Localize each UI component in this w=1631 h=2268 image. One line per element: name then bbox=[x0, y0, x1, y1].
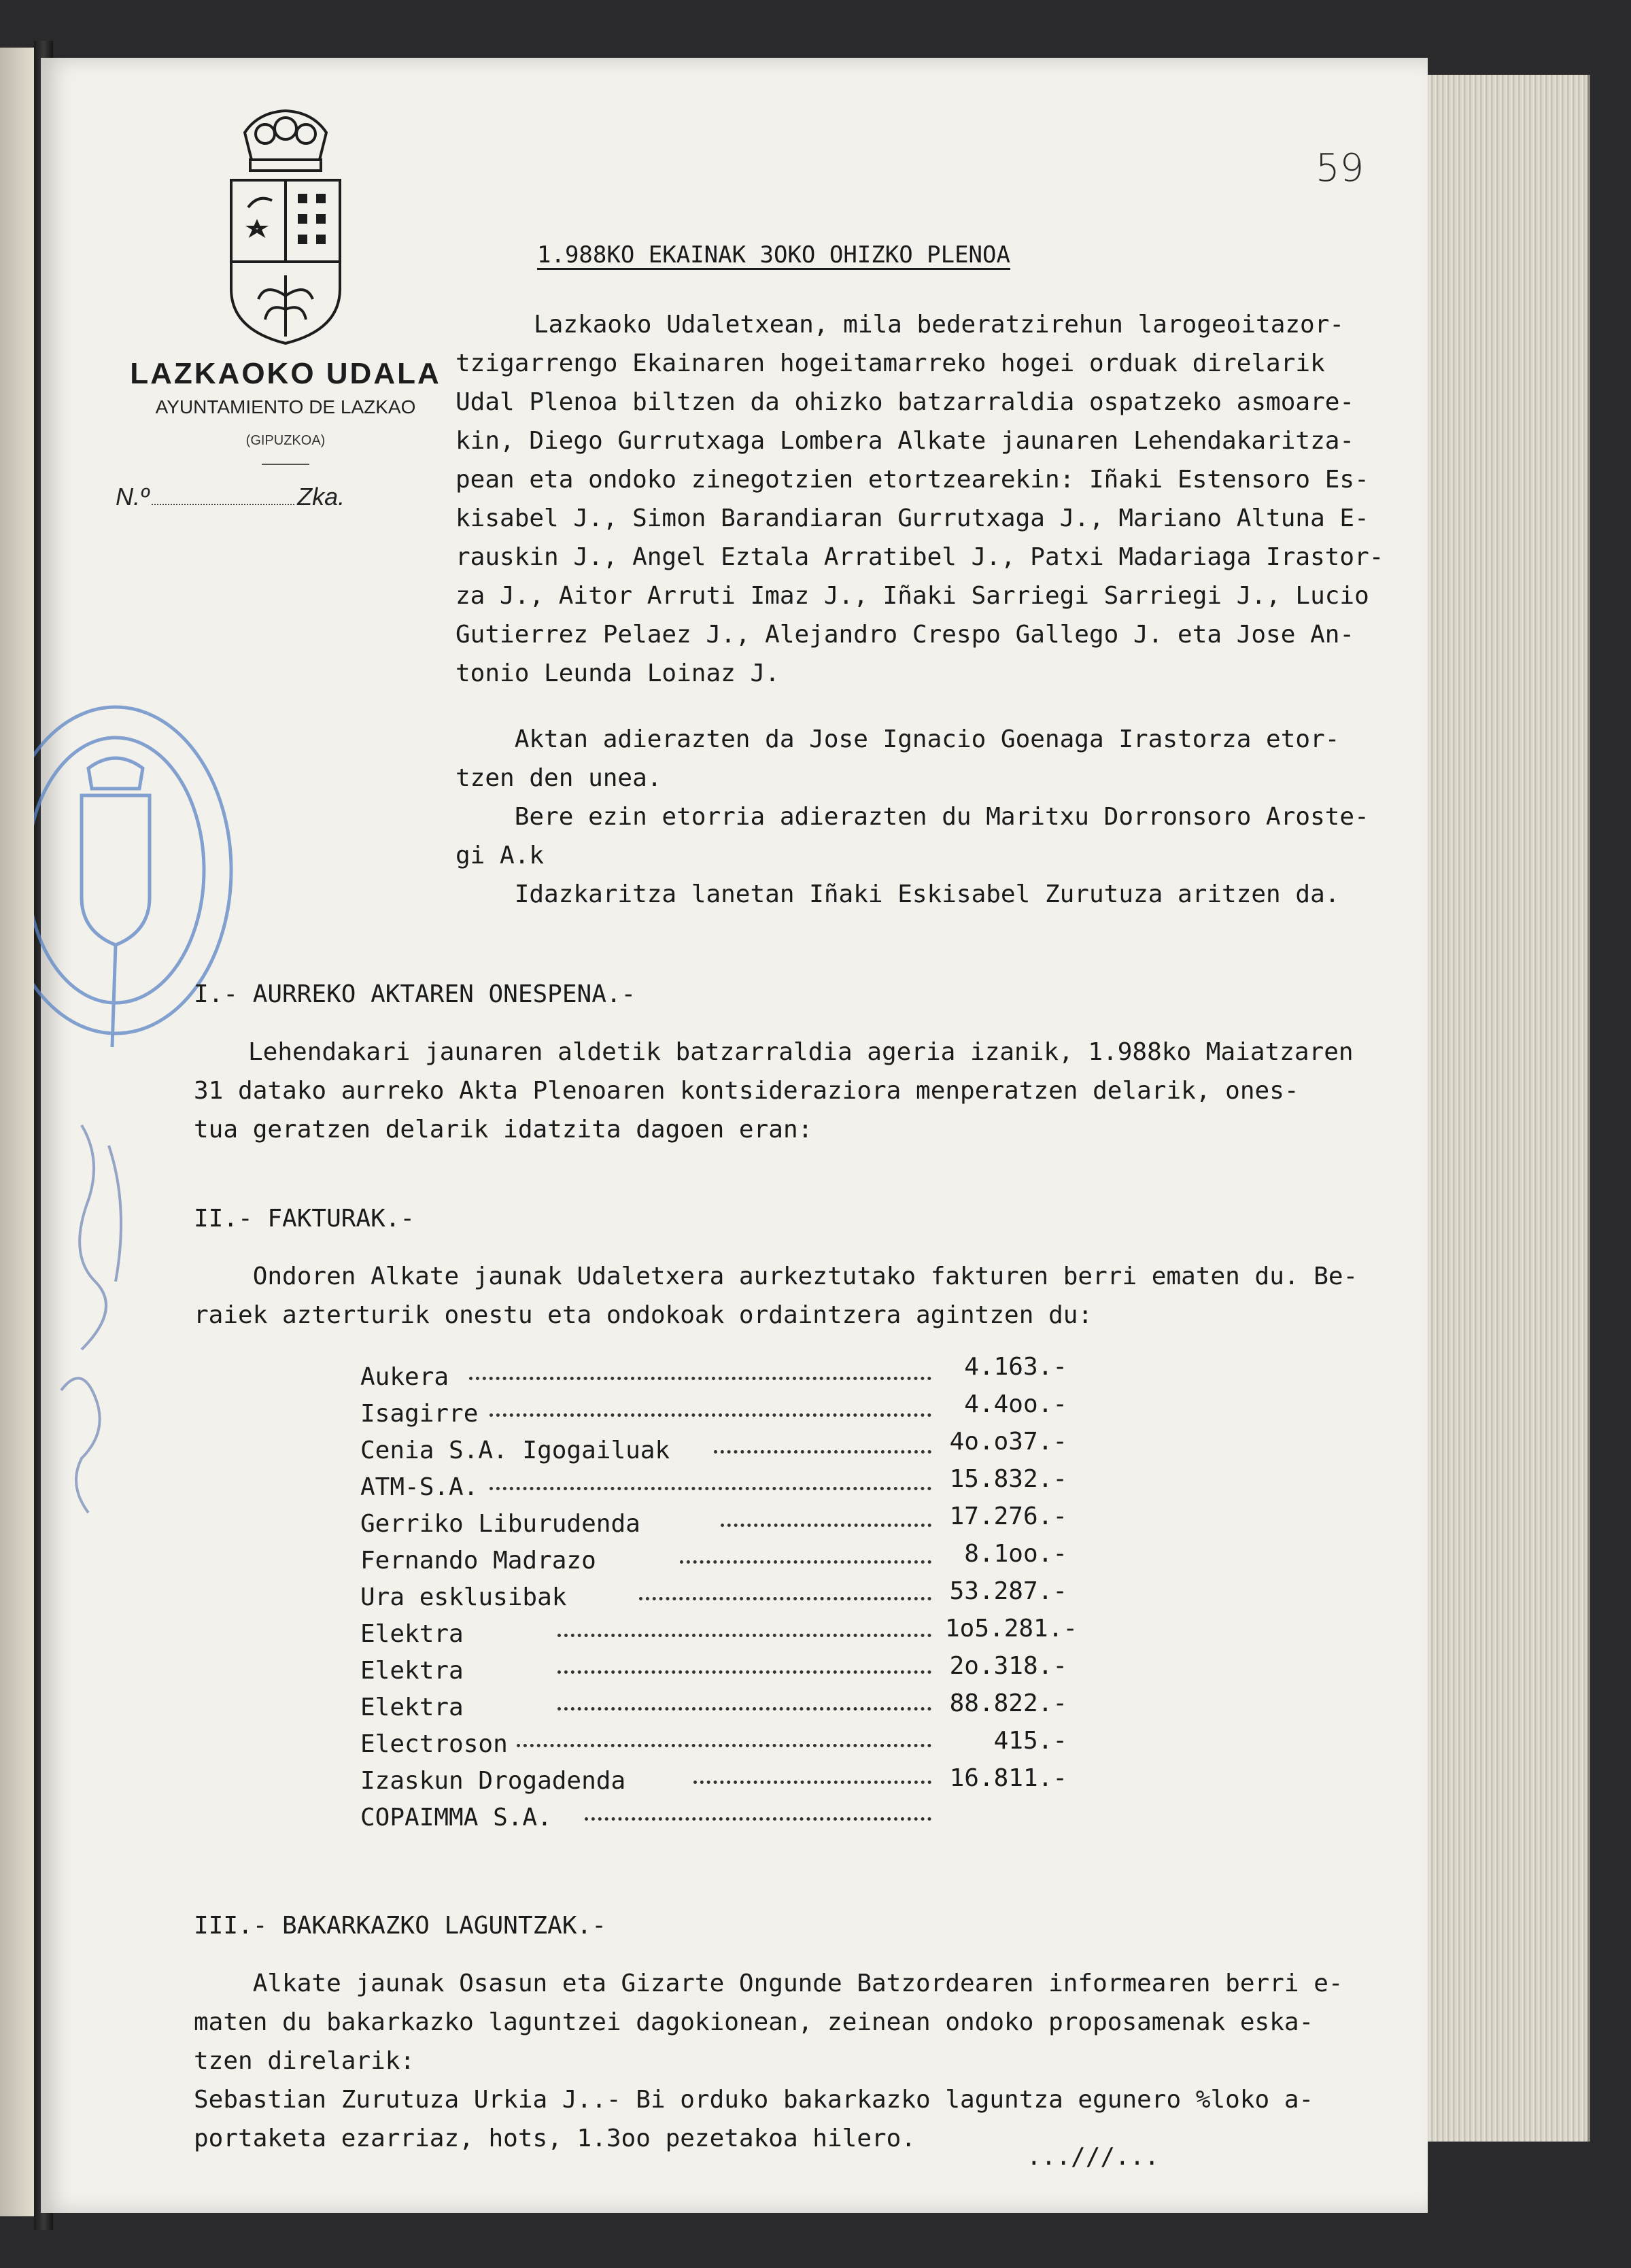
dot-leader bbox=[469, 1374, 931, 1380]
previous-page-edge bbox=[0, 48, 37, 2216]
text-line: portaketa ezarriaz, hots, 1.3oo pezetakoa hilero. bbox=[194, 2125, 916, 2152]
document-title: 1.988KO EKAINAK 3OKO OHIZKO PLENOA bbox=[537, 241, 1010, 269]
invoice-amount: 415.- bbox=[993, 1727, 1067, 1755]
text-line: Ondoren Alkate jaunak Udaletxera aurkeztutako fakturen berri ematen du. Be- bbox=[194, 1262, 1358, 1290]
dot-leader bbox=[557, 1668, 931, 1674]
dot-leader bbox=[557, 1704, 931, 1711]
dot-leader bbox=[517, 1741, 931, 1747]
text-line: maten du bakarkazko laguntzei dagokionean, zeinean ondoko proposamenak eska- bbox=[194, 2008, 1314, 2036]
invoice-name: Cenia S.A. Igogailuak bbox=[360, 1437, 670, 1464]
number-label: N.º bbox=[116, 483, 150, 511]
continuation-mark: ...///... bbox=[1027, 2143, 1160, 2171]
coat-of-arms-icon bbox=[218, 105, 354, 350]
council-name: LAZKAOKO UDALA bbox=[130, 357, 441, 390]
document-page bbox=[41, 58, 1428, 2213]
invoice-amount: 4.4oo.- bbox=[964, 1390, 1067, 1418]
invoice-amount: 1o5.281.- bbox=[945, 1615, 1078, 1643]
text-line: raiek azterturik onestu eta ondokoak ordaintzera agintzen du: bbox=[194, 1301, 1093, 1329]
invoice-name: Elektra bbox=[360, 1694, 464, 1721]
section-heading: I.- AURREKO AKTAREN ONESPENA.- bbox=[194, 980, 636, 1008]
invoice-amount: 15.832.- bbox=[949, 1465, 1067, 1493]
dot-leader bbox=[490, 1484, 931, 1490]
text-line: Bere ezin etorria adierazten du Maritxu Dorronsoro Aroste- bbox=[456, 803, 1369, 831]
letterhead-divider bbox=[262, 464, 309, 465]
invoice-amount: 4.163.- bbox=[964, 1353, 1067, 1381]
text-line: gi A.k bbox=[456, 842, 545, 870]
dot-leader bbox=[490, 1411, 931, 1417]
dot-leader bbox=[680, 1558, 931, 1564]
invoice-name: Gerriko Liburudenda bbox=[360, 1510, 640, 1538]
text-line: kin, Diego Gurrutxaga Lombera Alkate jaunaren Lehendakaritza- bbox=[456, 427, 1355, 455]
invoice-name: Fernando Madrazo bbox=[360, 1547, 596, 1575]
invoice-name: Electroson bbox=[360, 1730, 508, 1758]
text-line: Alkate jaunak Osasun eta Gizarte Ongunde Batzordearen informearen berri e- bbox=[194, 1970, 1343, 1997]
page-number: 59 bbox=[1316, 146, 1364, 190]
invoice-name: Isagirre bbox=[360, 1400, 479, 1428]
text-line: tua geratzen delarik idatzita dagoen eran: bbox=[194, 1116, 813, 1144]
number-label-eu: Zka. bbox=[297, 483, 345, 511]
dot-leader bbox=[639, 1594, 931, 1600]
text-line: Aktan adierazten da Jose Ignacio Goenaga Irastorza etor- bbox=[456, 725, 1340, 753]
text-line: pean eta ondoko zinegotzien etortzearekin: Iñaki Estensoro Es- bbox=[456, 466, 1369, 494]
page-stack-edges bbox=[1418, 75, 1590, 2142]
council-province: (GIPUZKOA) bbox=[245, 433, 326, 448]
invoice-amount: 8.1oo.- bbox=[964, 1540, 1067, 1568]
invoice-amount: 16.811.- bbox=[949, 1764, 1067, 1792]
dot-leader bbox=[693, 1778, 931, 1784]
invoice-amount: 4o.o37.- bbox=[949, 1428, 1067, 1456]
reference-dots bbox=[152, 504, 294, 505]
section-heading: III.- BAKARKAZKO LAGUNTZAK.- bbox=[194, 1912, 606, 1940]
text-line: Gutierrez Pelaez J., Alejandro Crespo Gallego J. eta Jose An- bbox=[456, 621, 1355, 649]
invoice-name: Ura esklusibak bbox=[360, 1583, 567, 1611]
text-line: Lehendakari jaunaren aldetik batzarraldia ageria izanik, 1.988ko Maiatzaren bbox=[248, 1038, 1354, 1066]
text-line: Sebastian Zurutuza Urkia J..- Bi orduko bakarkazko laguntza egunero %loko a- bbox=[194, 2086, 1314, 2114]
letterhead bbox=[95, 105, 476, 465]
text-line: rauskin J., Angel Eztala Arratibel J., Patxi Madariaga Irastor- bbox=[456, 543, 1384, 571]
text-line: tzigarrengo Ekainaren hogeitamarreko hogei orduak direlarik bbox=[456, 349, 1325, 377]
text-line: Udal Plenoa biltzen da ohizko batzarraldia ospatzeko asmoare- bbox=[456, 388, 1355, 416]
reference-number-field bbox=[116, 483, 345, 511]
invoice-name: Elektra bbox=[360, 1620, 464, 1648]
invoice-amount: 17.276.- bbox=[949, 1502, 1067, 1530]
council-stamp-icon bbox=[34, 693, 238, 1074]
text-line: kisabel J., Simon Barandiaran Gurrutxaga J., Mariano Altuna E- bbox=[456, 504, 1369, 532]
dot-leader bbox=[721, 1521, 931, 1527]
invoice-amount: 2o.318.- bbox=[949, 1652, 1067, 1680]
dot-leader bbox=[714, 1447, 931, 1454]
text-line: Lazkaoko Udaletxean, mila bederatzirehun larogeoitazor- bbox=[534, 311, 1345, 339]
invoice-amount: 53.287.- bbox=[949, 1577, 1067, 1605]
invoice-name: COPAIMMA S.A. bbox=[360, 1804, 552, 1832]
text-line: 31 datako aurreko Akta Plenoaren kontsideraziora menperatzen delarik, ones- bbox=[194, 1077, 1299, 1105]
dot-leader bbox=[585, 1815, 931, 1821]
invoice-name: Aukera bbox=[360, 1363, 449, 1391]
section-heading: II.- FAKTURAK.- bbox=[194, 1205, 415, 1233]
dot-leader bbox=[557, 1631, 931, 1637]
text-line: tonio Leunda Loinaz J. bbox=[456, 659, 780, 687]
signature-icon bbox=[41, 1105, 177, 1526]
invoice-name: Izaskun Drogadenda bbox=[360, 1767, 626, 1795]
text-line: tzen direlarik: bbox=[194, 2047, 415, 2075]
invoice-amount: 88.822.- bbox=[949, 1689, 1067, 1717]
text-line: Idazkaritza lanetan Iñaki Eskisabel Zurutuza aritzen da. bbox=[456, 880, 1340, 908]
text-line: tzen den unea. bbox=[456, 764, 662, 792]
invoice-name: Elektra bbox=[360, 1657, 464, 1685]
invoice-name: ATM-S.A. bbox=[360, 1473, 479, 1501]
council-subtitle: AYUNTAMIENTO DE LAZKAO bbox=[155, 396, 416, 417]
text-line: za J., Aitor Arruti Imaz J., Iñaki Sarriegi Sarriegi J., Lucio bbox=[456, 582, 1369, 610]
